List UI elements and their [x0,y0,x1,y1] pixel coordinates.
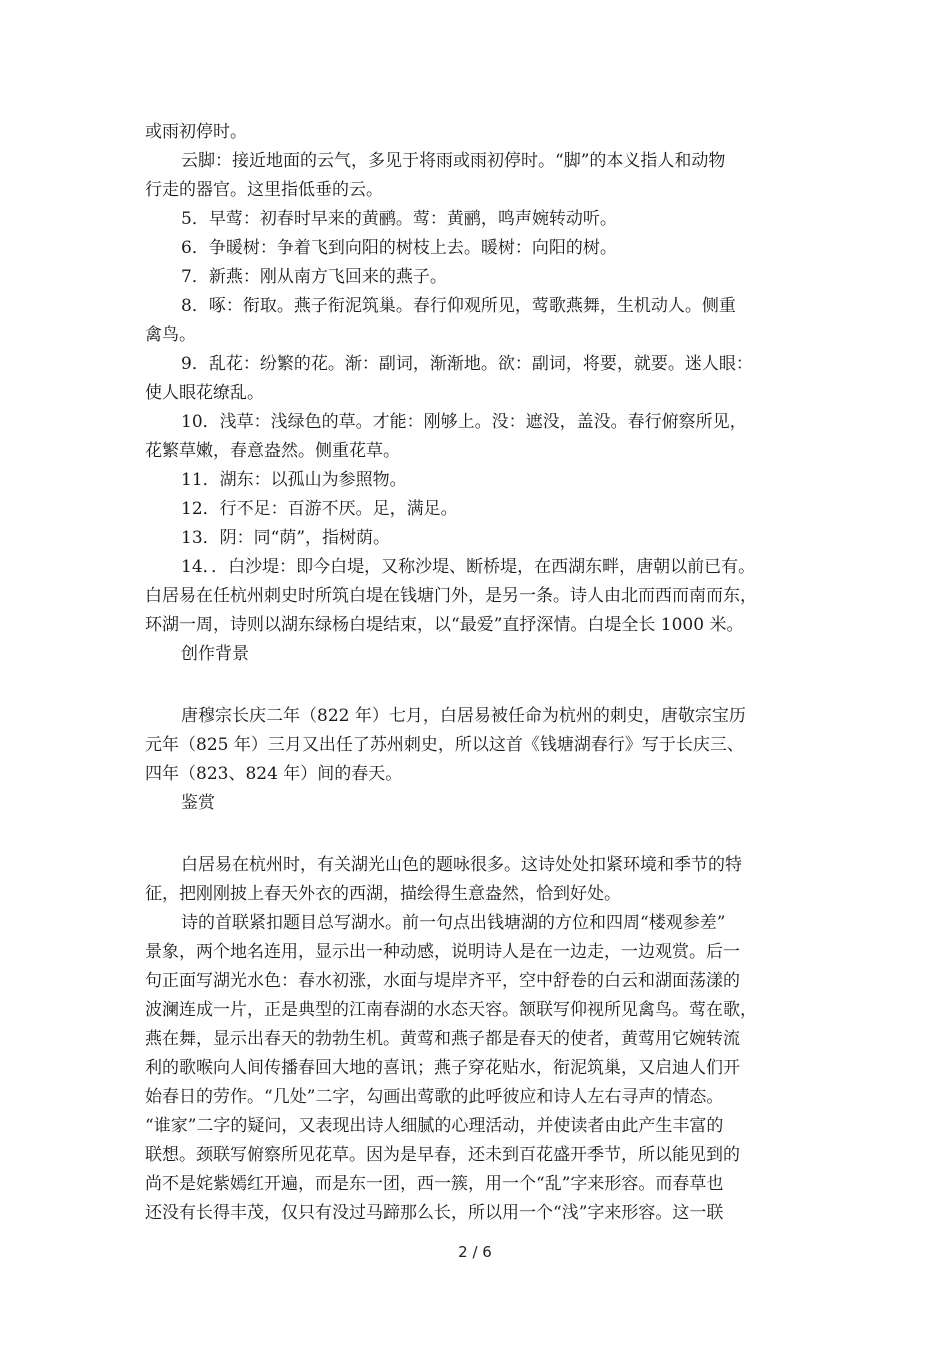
note-yunjiao: 云脚：接近地面的云气，多见于将雨或雨初停时。“脚”的本义指人和动物 [181,151,726,171]
note-14: 14．．白沙堤：即今白堤，又称沙堤、断桥堤，在西湖东畔，唐朝以前已有。 [181,557,756,577]
note-line: 禽鸟。 [145,325,196,345]
background-text: 元年（825 年）三月又出任了苏州刺史，所以这首《钱塘湖春行》写于长庆三、 [145,735,744,755]
section-gap [145,818,805,851]
note-10: 10．浅草：浅绿色的草。才能：刚够上。没：遮没，盖没。春行俯察所见， [181,412,747,432]
appreciation-text: “谁家”二字的疑问，又表现出诗人细腻的心理活动，并使读者由此产生丰富的 [145,1116,724,1136]
note-11: 11．湖东：以孤山为参照物。 [181,470,407,490]
section-heading-background: 创作背景 [181,644,249,664]
appreciation-text: 燕在舞，显示出春天的勃勃生机。黄莺和燕子都是春天的使者，黄莺用它婉转流 [145,1029,740,1049]
note-6: 6．争暖树：争着飞到向阳的树枝上去。暖树：向阳的树。 [181,238,617,258]
note-line: 或雨初停时。 [145,122,247,142]
appreciation-text: 征，把刚刚披上春天外衣的西湖，描绘得生意盎然，恰到好处。 [145,884,621,904]
note-line: 行走的器官。这里指低垂的云。 [145,180,383,200]
appreciation-text: 白居易在杭州时，有关湖光山色的题咏很多。这诗处处扣紧环境和季节的特 [181,855,742,875]
document-page [145,118,805,1228]
note-5: 5．早莺：初春时早来的黄鹂。莺：黄鹂，鸣声婉转动听。 [181,209,617,229]
note-12: 12．行不足：百游不厌。足，满足。 [181,499,458,519]
note-line: 使人眼花缭乱。 [145,383,264,403]
note-line: 白居易在任杭州刺史时所筑白堤在钱塘门外，是另一条。诗人由北而西而南而东， [145,586,757,606]
appreciation-text: 尚不是姹紫嫣红开遍，而是东一团，西一簇，用一个“乱”字来形容。而春草也 [145,1174,724,1194]
appreciation-text: 始春日的劳作。“几处”二字，勾画出莺歌的此呼彼应和诗人左右寻声的情态。 [145,1087,724,1107]
note-9: 9．乱花：纷繁的花。渐：副词，渐渐地。欲：副词，将要，就要。迷人眼： [181,354,753,374]
appreciation-text: 诗的首联紧扣题目总写湖水。前一句点出钱塘湖的方位和四周“楼观参差” [181,913,726,933]
appreciation-text: 还没有长得丰茂，仅只有没过马蹄那么长，所以用一个“浅”字来形容。这一联 [145,1203,724,1223]
section-gap [145,669,805,702]
background-text: 四年（823、824 年）间的春天。 [145,764,403,784]
note-8: 8．啄：衔取。燕子衔泥筑巢。春行仰观所见，莺歌燕舞，生机动人。侧重 [181,296,736,316]
appreciation-text: 联想。颈联写俯察所见花草。因为是早春，还未到百花盛开季节，所以能见到的 [145,1145,740,1165]
appreciation-text: 波澜连成一片，正是典型的江南春湖的水态天容。颔联写仰视所见禽鸟。莺在歌， [145,1000,757,1020]
background-text: 唐穆宗长庆二年（822 年）七月，白居易被任命为杭州的刺史，唐敬宗宝历 [181,706,746,726]
appreciation-text: 景象，两个地名连用，显示出一种动感，说明诗人是在一边走，一边观赏。后一 [145,942,740,962]
section-heading-appreciation: 鉴赏 [181,793,215,813]
page-number: 2 / 6 [458,1243,492,1261]
note-13: 13．阴：同“荫”，指树荫。 [181,528,391,548]
note-line: 环湖一周，诗则以湖东绿杨白堤结束，以“最爱”直抒深情。白堤全长 1000 米。 [145,615,744,635]
note-7: 7．新燕：刚从南方飞回来的燕子。 [181,267,447,287]
appreciation-text: 利的歌喉向人间传播春回大地的喜讯；燕子穿花贴水，衔泥筑巢，又启迪人们开 [145,1058,740,1078]
note-line: 花繁草嫩，春意盎然。侧重花草。 [145,441,400,461]
appreciation-text: 句正面写湖光水色：春水初涨，水面与堤岸齐平，空中舒卷的白云和湖面荡漾的 [145,971,740,991]
